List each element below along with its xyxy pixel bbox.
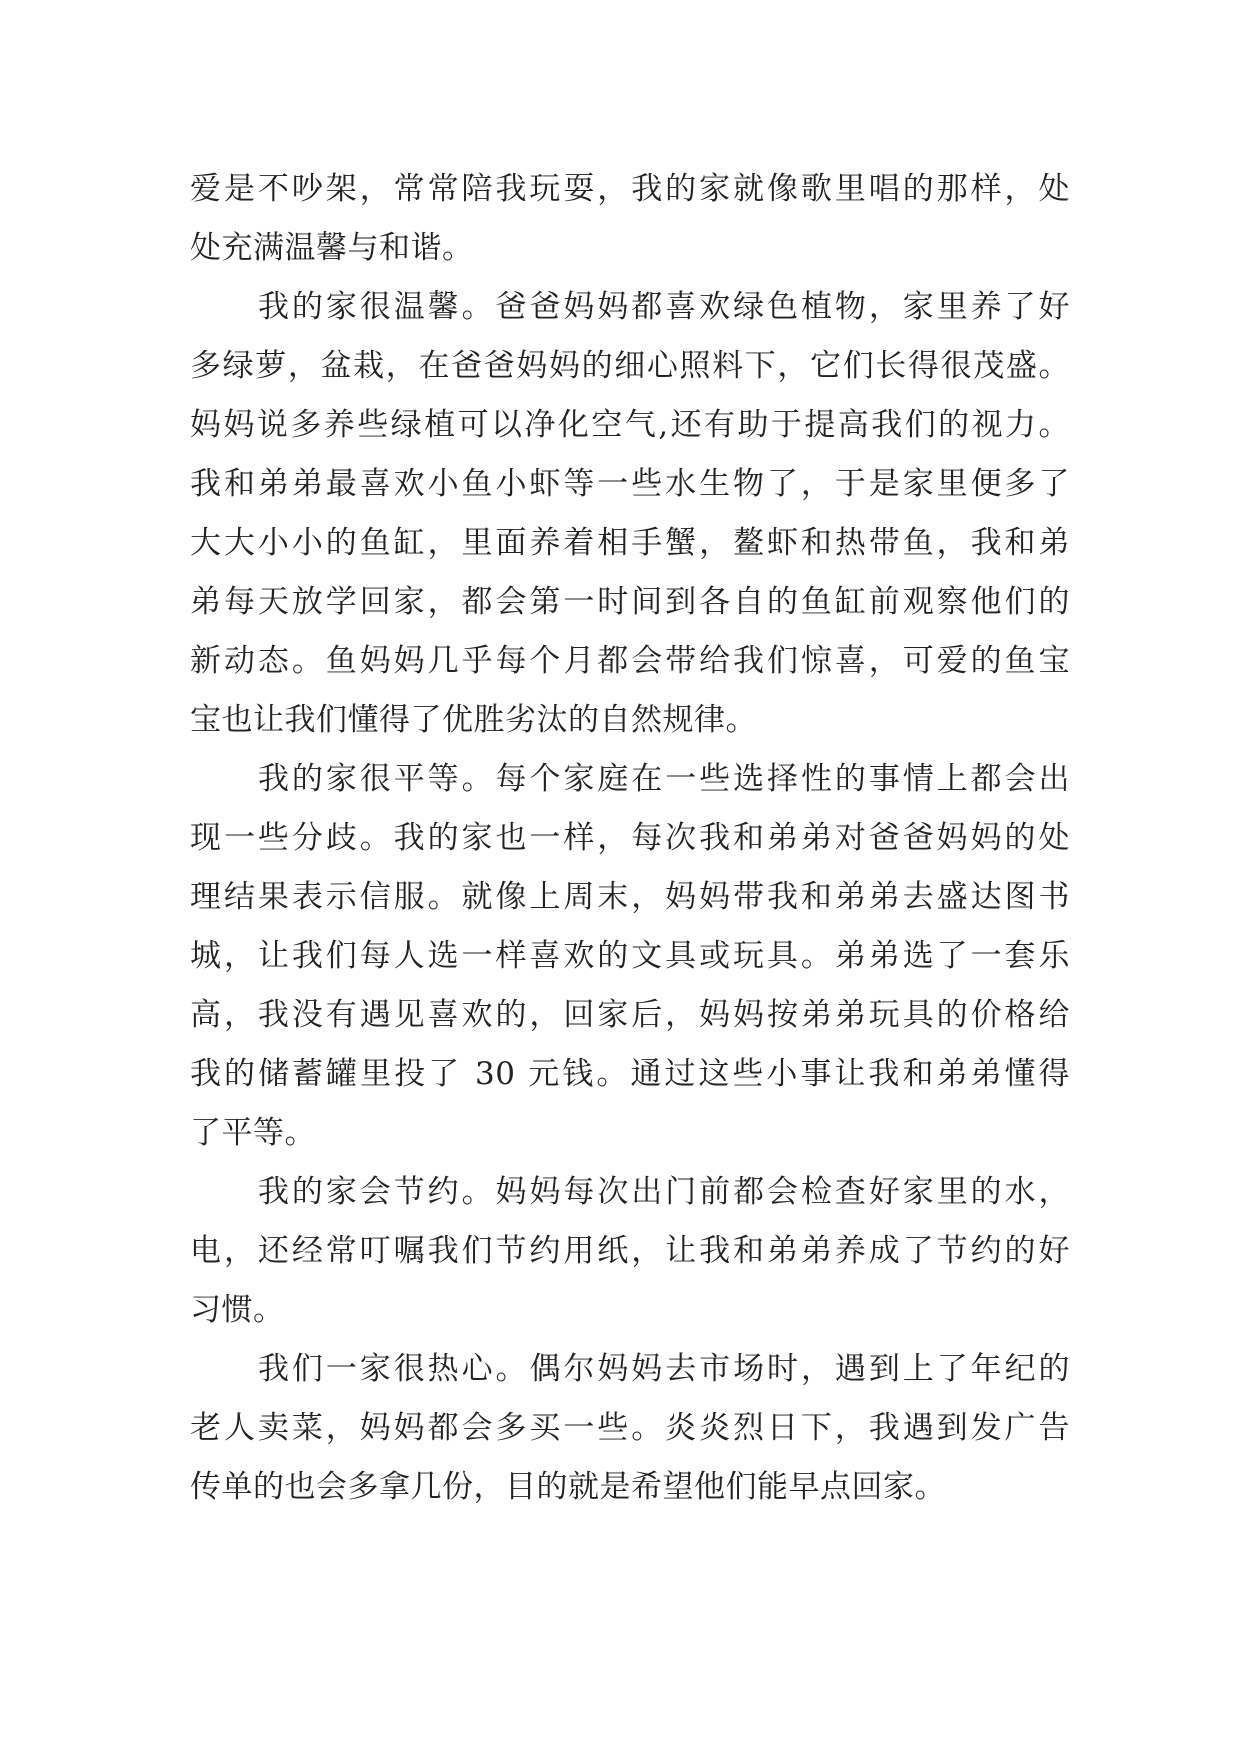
document-body [190,160,1070,1517]
text-line: 习惯。 [190,1292,285,1328]
paragraph-5 [190,1340,1070,1517]
text-line: 弟每天放学回家，都会第一时间到各自的鱼缸前观察他们的 [190,584,1070,620]
text-line: 我们一家很热心。偶尔妈妈去市场时，遇到上了年纪的 [258,1351,1070,1387]
text-line: 电，还经常叮嘱我们节约用纸，让我和弟弟养成了节约的好 [190,1233,1070,1269]
paragraph-4 [190,1163,1070,1340]
paragraph-2 [190,278,1070,750]
text-line: 我的家会节约。妈妈每次出门前都会检查好家里的水， [258,1174,1070,1210]
text-line: 我的储蓄罐里投了 30 元钱。通过这些小事让我和弟弟懂得 [190,1056,1070,1092]
text-line: 爱是不吵架，常常陪我玩耍，我的家就像歌里唱的那样，处 [190,171,1070,207]
text-line: 我和弟弟最喜欢小鱼小虾等一些水生物了，于是家里便多了 [190,466,1070,502]
paragraph-1 [190,160,1070,278]
text-line: 宝也让我们懂得了优胜劣汰的自然规律。 [190,702,757,738]
text-line: 处充满温馨与和谐。 [190,230,474,266]
text-line: 城，让我们每人选一样喜欢的文具或玩具。弟弟选了一套乐 [190,938,1070,974]
text-line: 传单的也会多拿几份，目的就是希望他们能早点回家。 [190,1469,946,1505]
text-line: 大大小小的鱼缸，里面养着相手蟹，鳌虾和热带鱼，我和弟 [190,525,1070,561]
text-line: 老人卖菜，妈妈都会多买一些。炎炎烈日下，我遇到发广告 [190,1410,1070,1446]
text-line: 我的家很温馨。爸爸妈妈都喜欢绿色植物，家里养了好 [258,289,1070,325]
text-line: 妈妈说多养些绿植可以净化空气,还有助于提高我们的视力。 [190,407,1070,443]
text-line: 现一些分歧。我的家也一样，每次我和弟弟对爸爸妈妈的处 [190,820,1070,856]
text-line: 我的家很平等。每个家庭在一些选择性的事情上都会出 [258,761,1070,797]
text-line: 多绿萝，盆栽，在爸爸妈妈的细心照料下，它们长得很茂盛。 [190,348,1070,384]
paragraph-3 [190,750,1070,1163]
text-line: 了平等。 [190,1115,316,1151]
text-line: 新动态。鱼妈妈几乎每个月都会带给我们惊喜，可爱的鱼宝 [190,643,1070,679]
text-line: 高，我没有遇见喜欢的，回家后，妈妈按弟弟玩具的价格给 [190,997,1070,1033]
text-line: 理结果表示信服。就像上周末，妈妈带我和弟弟去盛达图书 [190,879,1070,915]
